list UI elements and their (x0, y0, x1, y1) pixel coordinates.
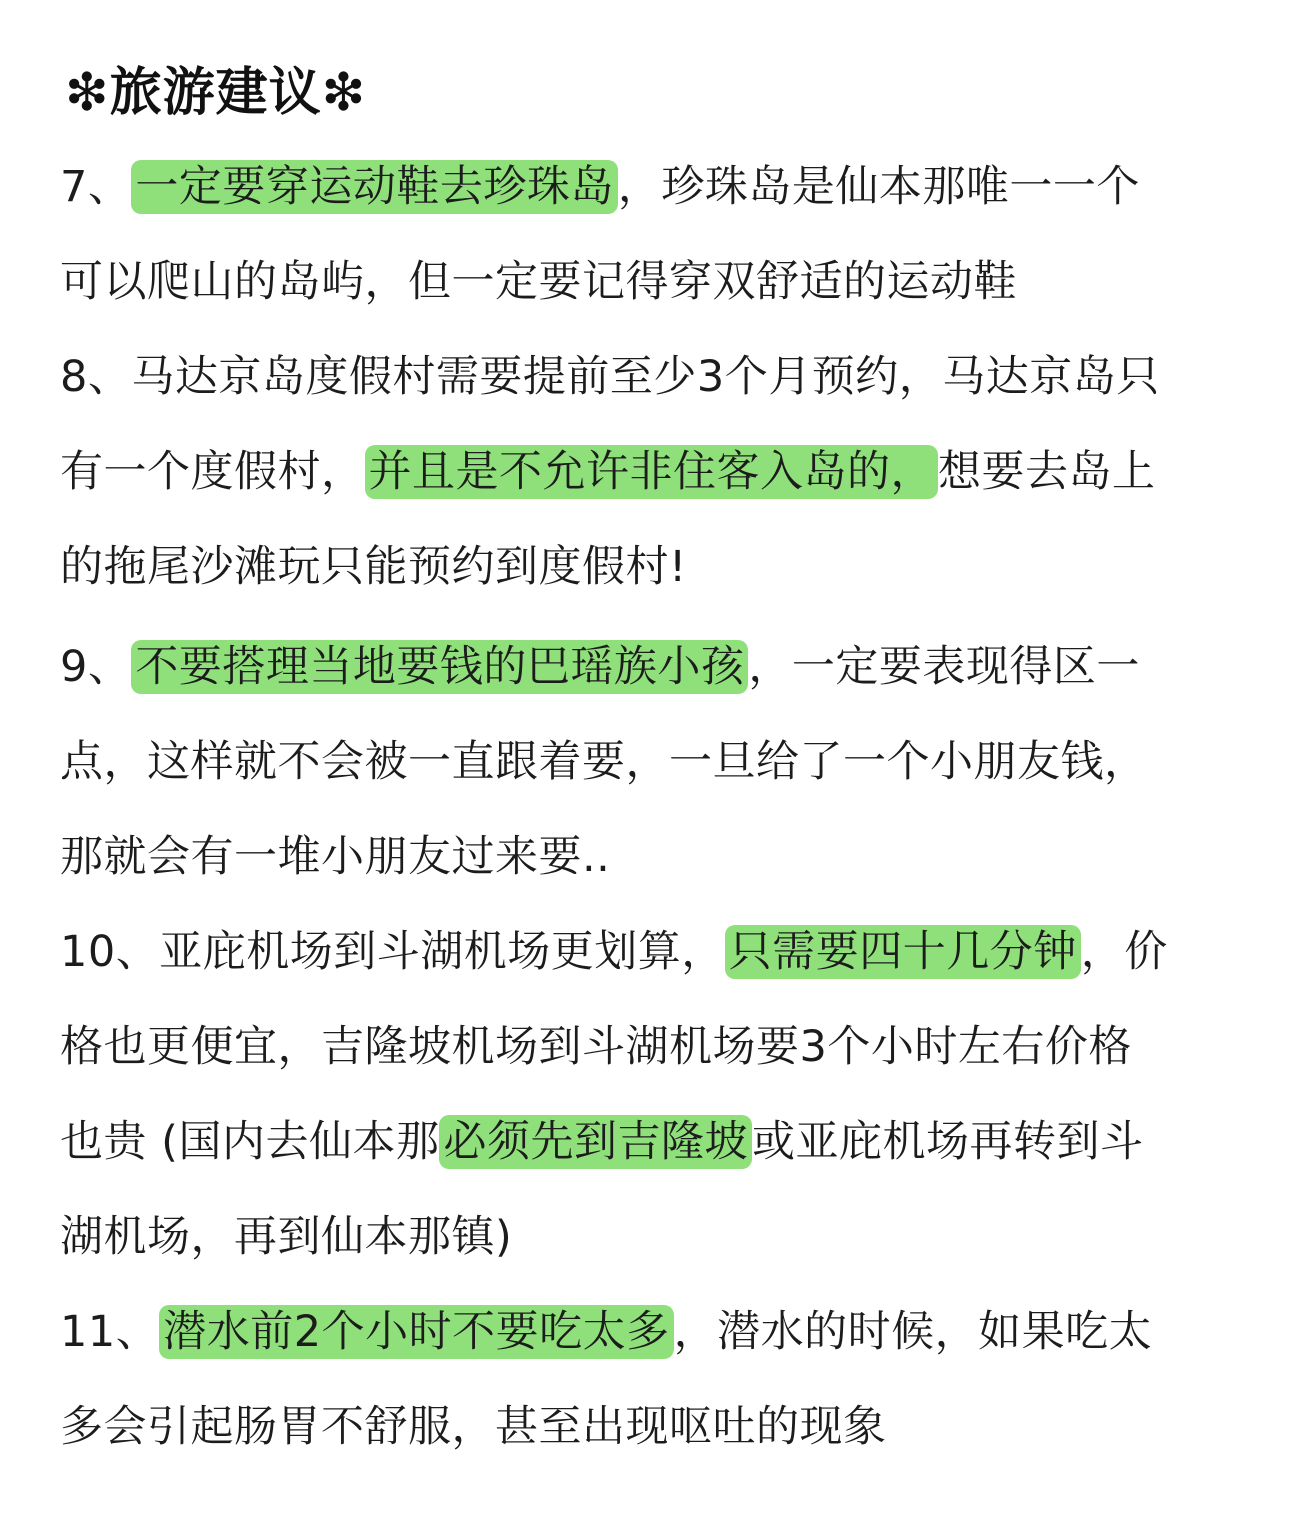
tip-8 (60, 330, 1240, 615)
highlight: 并且是不允许非住客入岛的， (365, 445, 939, 499)
tip-line: 那就会有一堆小朋友过来要.. (60, 832, 611, 882)
tip-10 (60, 905, 1240, 1285)
tip-line: 有一个度假村，并且是不允许非住客入岛的，想要去岛上 (60, 447, 1156, 497)
tip-line: 7、一定要穿运动鞋去珍珠岛，珍珠岛是仙本那唯一一个 (60, 162, 1140, 212)
tip-7 (60, 140, 1240, 330)
tip-line: 的拖尾沙滩玩只能预约到度假村! (60, 542, 687, 592)
tip-line: 10、亚庇机场到斗湖机场更划算，只需要四十几分钟，价 (60, 927, 1168, 977)
highlight: 一定要穿运动鞋去珍珠岛 (131, 160, 618, 214)
tip-11 (60, 1285, 1240, 1475)
tip-line: 多会引起肠胃不舒服，甚至出现呕吐的现象 (60, 1402, 887, 1452)
tip-line: 湖机场，再到仙本那镇) (60, 1212, 513, 1262)
highlight: 必须先到吉隆坡 (439, 1115, 752, 1169)
tip-line: 也贵 (国内去仙本那必须先到吉隆坡或亚庇机场再转到斗 (60, 1117, 1144, 1167)
highlight: 潜水前2个小时不要吃太多 (159, 1305, 673, 1359)
tip-line: 可以爬山的岛屿，但一定要记得穿双舒适的运动鞋 (60, 257, 1017, 307)
tip-line: 8、马达京岛度假村需要提前至少3个月预约，马达京岛只 (60, 352, 1160, 402)
tip-line: 点，这样就不会被一直跟着要，一旦给了一个小朋友钱， (60, 737, 1148, 787)
tip-line: 9、不要搭理当地要钱的巴瑶族小孩，一定要表现得区一 (60, 642, 1140, 692)
highlight: 不要搭理当地要钱的巴瑶族小孩 (131, 640, 748, 694)
page-title: ❇旅游建议❇ (65, 63, 367, 123)
tip-9 (60, 620, 1240, 905)
tip-line: 11、潜水前2个小时不要吃太多，潜水的时候，如果吃太 (60, 1307, 1153, 1357)
tip-line: 格也更便宜，吉隆坡机场到斗湖机场要3个小时左右价格 (60, 1022, 1132, 1072)
highlight: 只需要四十几分钟 (725, 925, 1081, 979)
